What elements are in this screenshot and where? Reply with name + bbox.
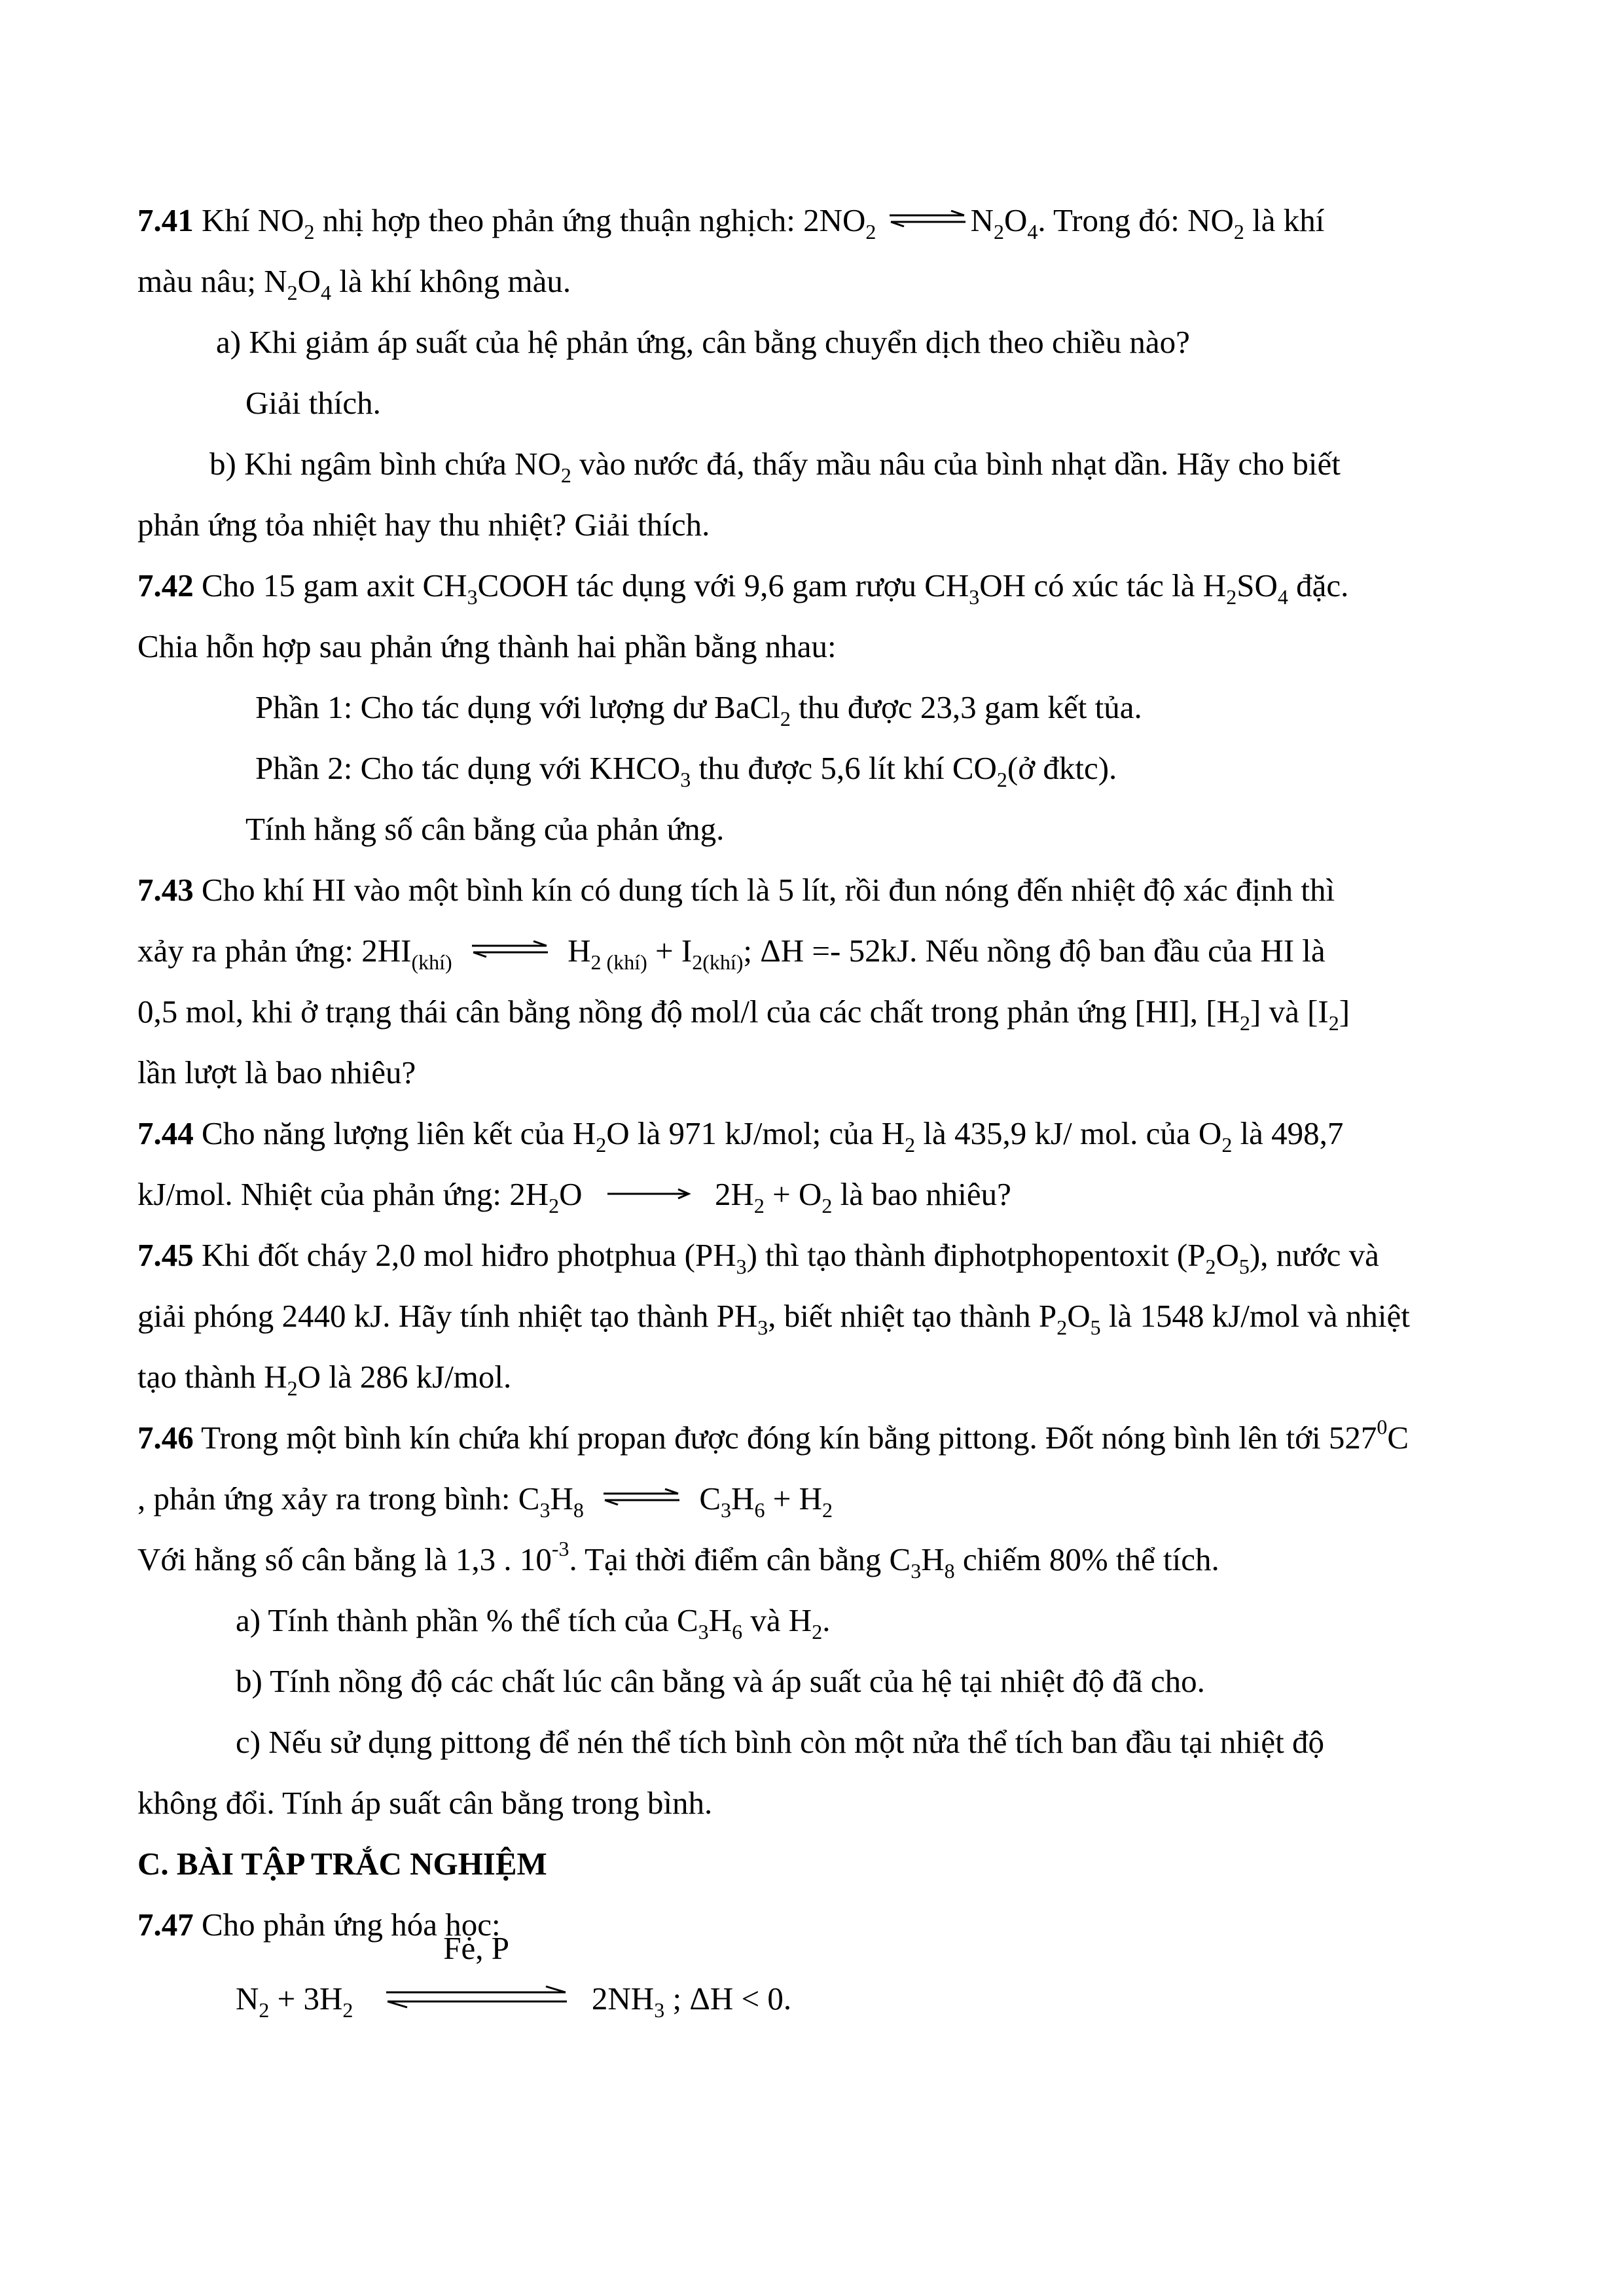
problem-7-46-line1: 7.46 Trong một bình kín chứa khí propan được đóng kín bằng pittong. Đốt nóng bình lên tới $527^0C$ xyxy=(137,1415,1409,1456)
problem-7-42-line1: 7.42 Cho 15 gam axit $CH_3COOH$ tác dụng với 9,6 gam rượu $CH_3OH$ có xúc tác là $H_2SO_4$ đặc. xyxy=(137,567,1349,609)
problem-7-47-line1: 7.47 Cho phản ứng hóa học: xyxy=(137,1907,501,1943)
problem-7-46-question-b: b) Tính nồng độ các chất lúc cân bằng và áp suất của hệ tại nhiệt độ đã cho. xyxy=(236,1663,1205,1699)
problem-7-45-line3: tạo thành $H_2O$ là 286 kJ/mol. xyxy=(137,1359,512,1400)
problem-7-46-question-c-cont: không đổi. Tính áp suất cân bằng trong bình. xyxy=(137,1785,713,1821)
equilibrium-arrow-icon xyxy=(888,210,967,227)
problem-7-46-line3: Với hằng số cân bằng là 1,3 . $10^{-3}$. Tại thời điểm cân bằng $C_3H_8$ chiếm 80% thể tích. xyxy=(137,1537,1219,1583)
problem-7-46-question-c: c) Nếu sử dụng pittong để nén thể tích bình còn một nửa thể tích ban đầu tại nhiệt độ xyxy=(236,1724,1324,1760)
problem-7-41-question-b-cont: phản ứng tỏa nhiệt hay thu nhiệt? Giải thích. xyxy=(137,507,710,543)
problem-number: 7.45 xyxy=(137,1237,194,1273)
catalyst-arrow xyxy=(385,1930,568,1996)
problem-7-41-question-a: a) Khi giảm áp suất của hệ phản ứng, cân bằng chuyển dịch theo chiều nào? xyxy=(216,324,1190,360)
problem-7-43-line3: 0,5 mol, khi ở trạng thái cân bằng nồng độ mol/l của các chất trong phản ứng [HI], $[H_2]$ và $[I_2]$ xyxy=(137,994,1350,1035)
problem-number: 7.42 xyxy=(137,567,194,603)
problem-7-42-line2: Chia hỗn hợp sau phản ứng thành hai phần bằng nhau: xyxy=(137,628,837,664)
problem-7-41-line2: màu nâu; $N_2O_4$ là khí không màu. xyxy=(137,263,571,304)
problem-7-42-question: Tính hằng số cân bằng của phản ứng. xyxy=(245,811,725,847)
problem-number: 7.41 xyxy=(137,202,194,238)
problem-number: 7.43 xyxy=(137,872,194,908)
reaction-arrow-icon xyxy=(606,1187,691,1201)
problem-7-41-question-a-cont: Giải thích. xyxy=(245,385,381,421)
equilibrium-arrow-icon xyxy=(385,1984,568,2011)
problem-7-44-line2: kJ/mol. Nhiệt của phản ứng: $2H_2O$ $2H_2 + O_2$ là bao nhiêu? xyxy=(137,1176,1011,1217)
problem-7-43-line1: 7.43 Cho khí HI vào một bình kín có dung tích là 5 lít, rồi đun nóng đến nhiệt độ xác định thì xyxy=(137,872,1335,908)
document-page xyxy=(137,190,1486,2029)
section-heading: C. BÀI TẬP TRẮC NGHIỆM xyxy=(137,1846,547,1882)
equilibrium-arrow-icon xyxy=(464,941,556,958)
problem-7-42-part2: Phần 2: Cho tác dụng với $KHCO_3$ thu được 5,6 lít khí $CO_2(ở$ đktc). xyxy=(255,750,1117,791)
problem-number: 7.44 xyxy=(137,1115,194,1151)
problem-7-44-line1: 7.44 Cho năng lượng liên kết của $H_2O$ là 971 kJ/mol; của $H_2$ là 435,9 kJ/ mol. của $O_2$ là 498,7 xyxy=(137,1115,1344,1157)
problem-7-41-line1: 7.41 Khí $NO_2$ nhị hợp theo phản ứng thuận nghịch: $2NO_2$ $N_2O_4$. Trong đó: $NO_2$ là khí xyxy=(137,202,1325,243)
problem-7-46-line2: , phản ứng xảy ra trong bình: $C_3H_8$ $C_3H_6 + H_2$ xyxy=(137,1480,833,1522)
problem-number: 7.47 xyxy=(137,1907,194,1943)
problem-7-43-line2: xảy ra phản ứng: $2HI_{(khí)}$ $H_{2 (khí)} + I_{2(khí)}$; ΔH =- 52kJ. Nếu nồng độ ban đầu của HI là xyxy=(137,933,1326,974)
problem-7-41-question-b: b) Khi ngâm bình chứa $NO_2$ vào nước đá, thấy mầu nâu của bình nhạt dần. Hãy cho biết xyxy=(209,446,1341,487)
catalyst-label: Fe, P xyxy=(443,1930,510,1966)
problem-number: 7.46 xyxy=(137,1420,194,1456)
problem-7-46-question-a: a) Tính thành phần % thể tích của $C_3H_6$ và $H_2$. xyxy=(236,1602,831,1643)
equilibrium-arrow-icon xyxy=(596,1488,687,1505)
problem-7-47-equation: $N_2 + 3H_2$ Fe, P $2NH_3$ ; ΔH < 0. xyxy=(236,1930,792,2022)
problem-7-42-part1: Phần 1: Cho tác dụng với lượng dư BaCl$_2$ thu được 23,3 gam kết tủa. xyxy=(255,689,1142,730)
problem-7-43-line4: lần lượt là bao nhiêu? xyxy=(137,1054,416,1090)
problem-7-45-line2: giải phóng 2440 kJ. Hãy tính nhiệt tạo thành $PH_3$, biết nhiệt tạo thành $P_2O_5$ là 1548 kJ/mol và nhiệt xyxy=(137,1298,1410,1339)
problem-7-45-line1: 7.45 Khi đốt cháy 2,0 mol hiđro photphua $(PH_3)$ thì tạo thành điphotphopentoxit $(P_2O_5)$, nước và xyxy=(137,1237,1379,1278)
